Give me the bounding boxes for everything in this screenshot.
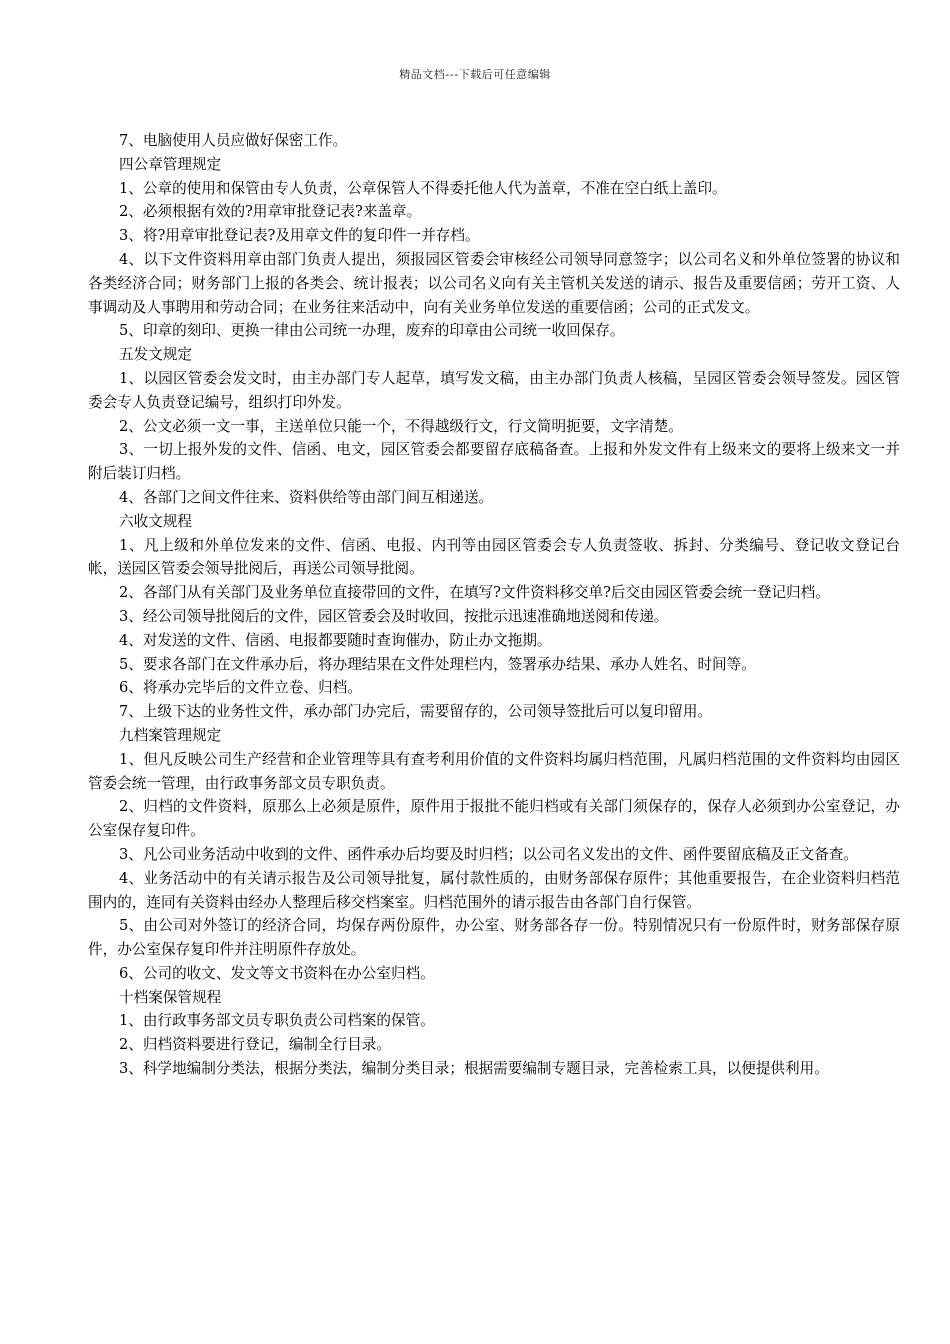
paragraph: 1、由行政事务部文员专职负责公司档案的保管。 <box>119 1012 435 1030</box>
paragraph: 6、公司的收文、发文等文书资料在办公室归档。 <box>119 964 435 982</box>
paragraph: 3、将?用章审批登记表?及用章文件的复印件一并存档。 <box>119 227 480 245</box>
paragraph: 1、公章的使用和保管由专人负责，公章保管人不得委托他人代为盖章，不准在空白纸上盖印。 <box>119 179 727 197</box>
paragraph: 2、必须根据有效的?用章审批登记表?来盖章。 <box>119 203 422 221</box>
section-heading: 六收文规程 <box>119 512 192 530</box>
document-body <box>88 129 900 1081</box>
paragraph: 3、经公司领导批阅后的文件，园区管委会及时收回，按批示迅速准确地送阅和传递。 <box>119 607 669 625</box>
paragraph: 1、凡上级和外单位发来的文件、信函、电报、内刊等由园区管委会专人负责签收、拆封、分类编号、登记收文登记台帐，送园区管委会领导批阅后，再送公司领导批阅。 <box>88 536 900 578</box>
paragraph: 3、一切上报外发的文件、信函、电文，园区管委会都要留存底稿备查。上报和外发文件有上级来文的要将上级来文一并附后装订归档。 <box>88 441 900 483</box>
paragraph: 2、归档资料要进行登记，编制全行目录。 <box>119 1036 391 1054</box>
paragraph: 4、业务活动中的有关请示报告及公司领导批复，属付款性质的，由财务部保存原件；其他重要报告，在企业资料归档范围内的，连同有关资料由经办人整理后移交档案室。归档范围外的请示报告由各部门自行保管。 <box>88 869 900 911</box>
paragraph: 1、但凡反映公司生产经营和企业管理等具有查考利用价值的文件资料均属归档范围，凡属归档范围的文件资料均由园区管委会统一管理，由行政事务部文员专职负责。 <box>88 750 900 792</box>
section-heading: 九档案管理规定 <box>119 726 222 744</box>
section-heading: 十档案保管规程 <box>119 988 222 1006</box>
paragraph: 4、以下文件资料用章由部门负责人提出，须报园区管委会审核经公司领导同意签字；以公司名义和外单位签署的协议和各类经济合同；财务部门上报的各类会、统计报表；以公司名义向有关主管机关发送的请示、报告及重要信函；劳开工资、人事调动及人事聘用和劳动合同；在业务往来活动中，向有关业务单位发送的重要信函；公司的正式发文。 <box>88 250 900 316</box>
paragraph: 7、上级下达的业务性文件，承办部门办完后，需要留存的，公司领导签批后可以复印留用。 <box>119 703 713 721</box>
paragraph: 4、各部门之间文件往来、资料供给等由部门间互相递送。 <box>119 488 494 506</box>
page-header: 精品文档---下载后可任意编辑 <box>399 68 551 81</box>
paragraph: 1、以园区管委会发文时，由主办部门专人起草，填写发文稿，由主办部门负责人核稿，呈园区管委会领导签发。园区管委会专人负责登记编号，组织打印外发。 <box>88 369 900 411</box>
paragraph: 5、要求各部门在文件承办后，将办理结果在文件处理栏内，签署承办结果、承办人姓名、时间等。 <box>119 655 756 673</box>
paragraph: 4、对发送的文件、信函、电报都要随时查询催办，防止办文拖期。 <box>119 631 552 649</box>
paragraph: 2、公文必须一文一事，主送单位只能一个，不得越级行文，行文简明扼要，文字清楚。 <box>119 417 683 435</box>
paragraph: 2、各部门从有关部门及业务单位直接带回的文件，在填写?文件资料移交单?后交由园区管委会统一登记归档。 <box>119 584 830 602</box>
paragraph: 6、将承办完毕后的文件立卷、归档。 <box>119 679 362 697</box>
section-heading: 五发文规定 <box>119 346 192 364</box>
paragraph: 5、印章的刻印、更换一律由公司统一办理，废弃的印章由公司统一收回保存。 <box>119 322 625 340</box>
section-heading: 四公章管理规定 <box>119 155 222 173</box>
paragraph: 2、归档的文件资料，原那么上必须是原件，原件用于报批不能归档或有关部门须保存的，保存人必须到办公室登记，办公室保存复印件。 <box>88 798 900 840</box>
paragraph: 7、电脑使用人员应做好保密工作。 <box>119 132 348 149</box>
paragraph: 5、由公司对外签订的经济合同，均保存两份原件，办公室、财务部各存一份。特别情况只有一份原件时，财务部保存原件，办公室保存复印件并注明原件存放处。 <box>88 917 900 959</box>
paragraph: 3、凡公司业务活动中收到的文件、函件承办后均要及时归档；以公司名义发出的文件、函件要留底稿及正文备查。 <box>119 845 858 863</box>
paragraph: 3、科学地编制分类法，根据分类法，编制分类目录；根据需要编制专题目录，完善检索工具，以便提供利用。 <box>119 1060 829 1078</box>
